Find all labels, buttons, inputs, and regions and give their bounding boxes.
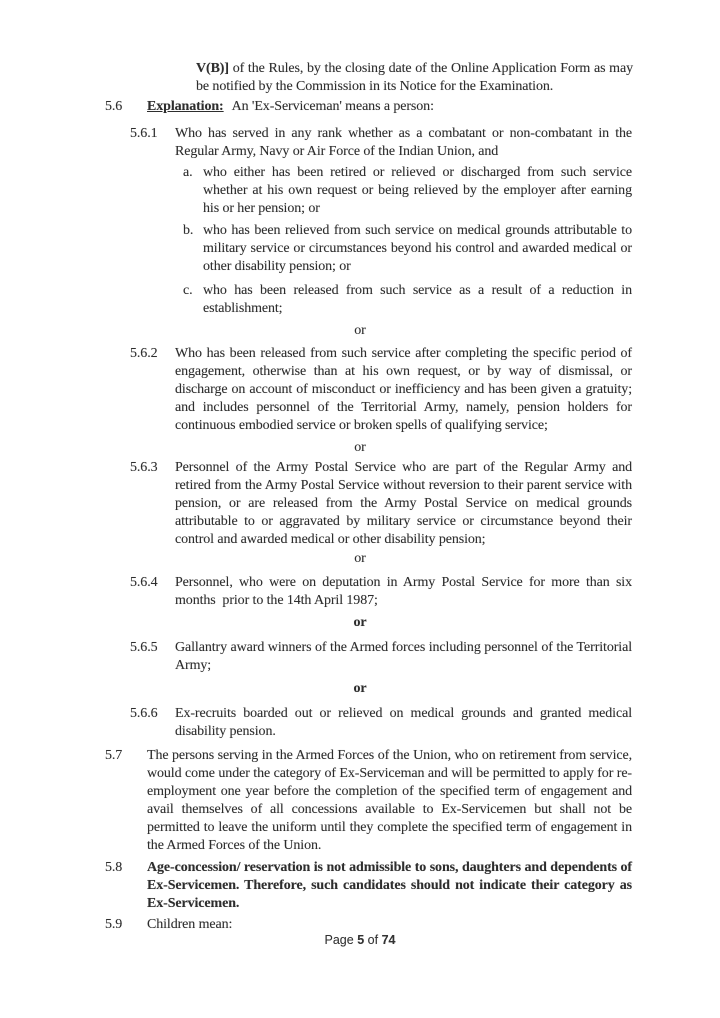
section-5-7 [105, 747, 720, 855]
section-5-6-4 [130, 574, 720, 610]
section-number: 5.6.5 [130, 640, 158, 655]
section-text: Children mean: [147, 917, 233, 932]
section-text: Personnel, who were on deputation in Army Postal Service for more than six months prior to the 14th April 1987; [175, 575, 632, 608]
explanation-heading: Explanation: [147, 99, 224, 114]
list-item-text: who has been relieved from such service on medical grounds attributable to military service or circumstances beyond his control and awarded medical or other disability pension; or [203, 223, 632, 274]
section-text: Personnel of the Army Postal Service who are part of the Regular Army and retired from the Army Postal Service without reversion to their parent service with pension, or are released from the Army Postal Service on medical grounds attributable to or aggravated by military service or circumstance beyond their control and awarded medical or other disability pension; [175, 460, 632, 547]
page-footer [0, 931, 720, 949]
section-number: 5.9 [105, 917, 123, 932]
section-number: 5.6 [105, 99, 123, 114]
list-item-c [183, 282, 720, 318]
or-separator: or [354, 551, 366, 566]
section-5-6-1 [130, 125, 720, 161]
section-5-6-6 [130, 705, 720, 741]
section-number: 5.6.6 [130, 706, 158, 721]
list-marker: a. [183, 165, 193, 180]
section-number: 5.7 [105, 748, 123, 763]
of-label: of [367, 933, 379, 947]
section-body [147, 98, 632, 116]
or-separator-bold: or [353, 615, 367, 630]
section-text: Who has served in any rank whether as a combatant or non-combatant in the Regular Army, Navy or Air Force of the Indian Union, and [175, 126, 632, 159]
section-text: Ex-recruits boarded out or relieved on medical grounds and granted medical disability pension. [175, 706, 632, 739]
intro-lead-bold: V(B)] [196, 61, 229, 76]
section-text: Gallantry award winners of the Armed forces including personnel of the Territorial Army; [175, 640, 632, 673]
section-text: The persons serving in the Armed Forces of the Union, who on retirement from service, would come under the category of Ex-Serviceman and will be permitted to apply for re-employment one year before the completion of the specified term of engagement and avail themselves of all concessions available to Ex-Servicemen but shall not be permitted to leave the uniform until they complete the specified term of engagement in the Armed Forces of the Union. [147, 748, 632, 853]
section-number: 5.6.3 [130, 460, 158, 475]
section-text: Who has been released from such service after completing the specific period of engagement, otherwise than at his own request, or by way of dismissal, or discharge on account of misconduct or inefficiency and has been given a gratuity; and includes personnel of the Territorial Army, namely, pension holders for continuous embodied service or broken spells of qualifying service; [175, 346, 632, 433]
page-number: 5 [357, 933, 365, 947]
section-5-6-3 [130, 459, 720, 549]
section-5-8 [105, 859, 720, 913]
section-5-6-5 [130, 639, 720, 675]
section-number: 5.6.1 [130, 126, 158, 141]
list-marker: c. [183, 283, 193, 298]
list-item-text: who has been released from such service as a result of a reduction in establishment; [203, 283, 632, 316]
total-pages: 74 [381, 933, 396, 947]
section-number: 5.6.2 [130, 346, 158, 361]
or-separator: or [354, 440, 366, 455]
section-text: An 'Ex-Serviceman' means a person: [231, 99, 434, 114]
or-separator-bold: or [353, 681, 367, 696]
page-label: Page [324, 933, 354, 947]
intro-paragraph [196, 60, 633, 96]
list-marker: b. [183, 223, 194, 238]
section-number: 5.6.4 [130, 575, 158, 590]
section-5-6 [105, 98, 720, 116]
section-number: 5.8 [105, 860, 123, 875]
or-separator: or [354, 323, 366, 338]
list-item-b [183, 222, 720, 276]
list-item-a [183, 164, 720, 218]
list-item-text: who either has been retired or relieved or discharged from such service whether at his own request or being relieved by the employer after earning his or her pension; or [203, 165, 632, 216]
intro-text: of the Rules, by the closing date of the Online Application Form as may be notified by the Commission in its Notice for the Examination. [196, 61, 633, 94]
section-text-bold: Age-concession/ reservation is not admissible to sons, daughters and dependents of Ex-Servicemen. Therefore, such candidates should not indicate their category as Ex-Servicemen. [147, 860, 632, 911]
section-5-6-2 [130, 345, 720, 435]
